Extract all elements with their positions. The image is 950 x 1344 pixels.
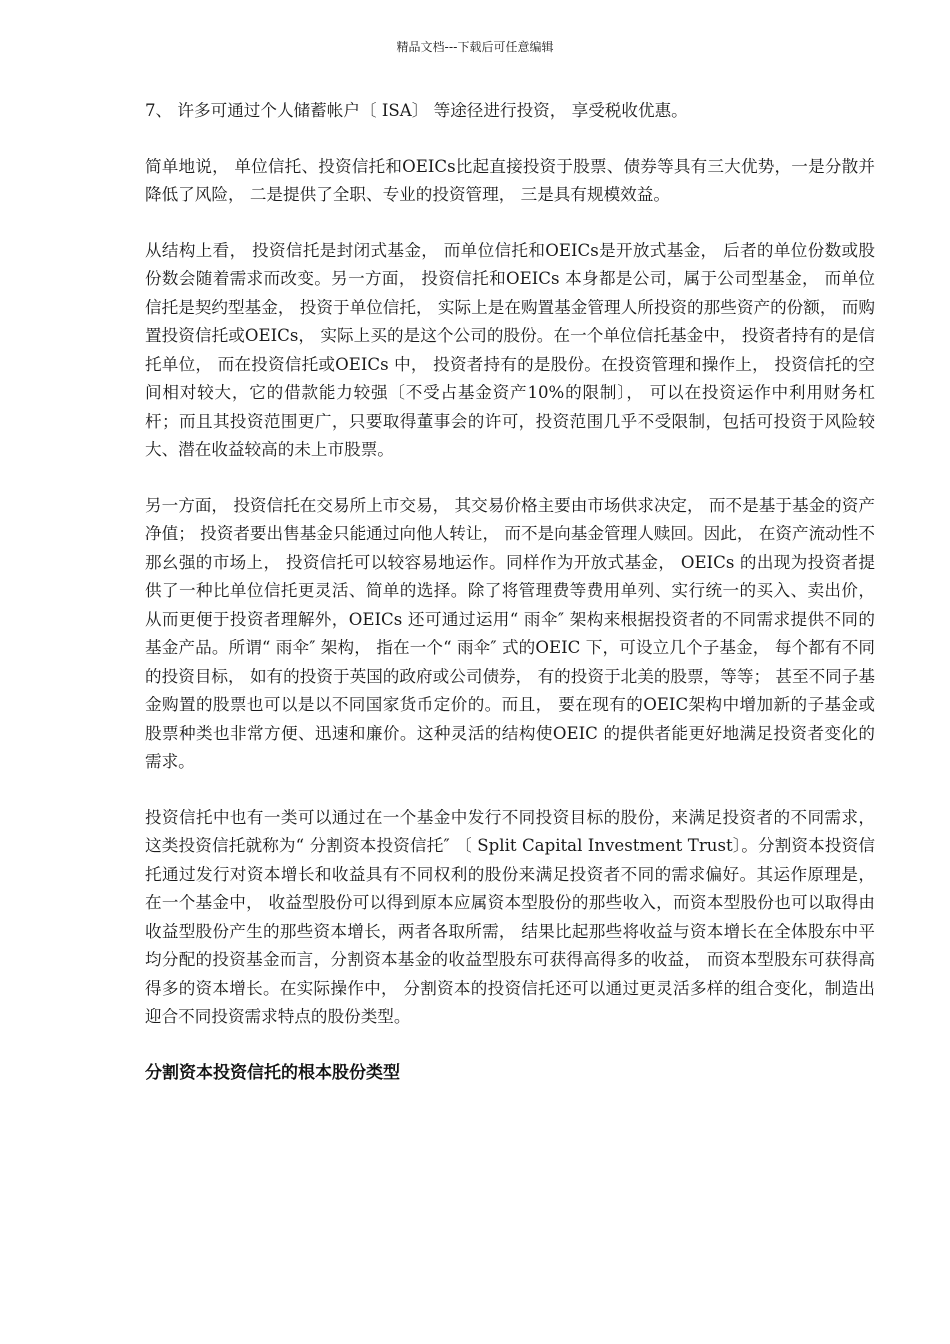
paragraph-isa-item: 7、 许多可通过个人储蓄帐户〔 ISA〕 等途径进行投资， 享受税收优惠。 bbox=[145, 101, 688, 120]
paragraph-advantages: 简单地说， 单位信托、投资信托和OEICs比起直接投资于股票、债券等具有三大优势，一是分散并降低了风险， 二是提供了全职、专业的投资管理， 三是具有规模效益。 bbox=[145, 156, 875, 204]
paragraph-structure: 从结构上看， 投资信托是封闭式基金， 而单位信托和OEICs是开放式基金， 后者的单位份数或股份数会随着需求而改变。另一方面， 投资信托和OEICs 本身都是公司，属于公司型基金， 而单位信托是契约型基金， 投资于单位信托， 实际上是在购置基金管理人所投资的那些资产的份额， 而购置投资信托或OEICs， 实际上买的是这个公司的股份。在一个单位信托基金中， 投资者持有的是信托单位， 而在投资信托或OEICs 中， 投资者持有的是股份。在投资管理和操作上， 投资信托的空间相对较大，它的借款能力较强〔不受占基金资产10%的限制〕， 可以在投资运作中利用财务杠杆；而且其投资范围更广，只要取得董事会的许可，投资范围几乎不受限制，包括可投资于风险较大、潜在收益较高的未上市股票。 bbox=[145, 240, 875, 459]
page-header: 精品文档---下载后可任意编辑 bbox=[396, 40, 554, 54]
paragraph-split-capital: 投资信托中也有一类可以通过在一个基金中发行不同投资目标的股份，来满足投资者的不同需求，这类投资信托就称为“ 分割资本投资信托″ 〔 Split Capital Investment Trust〕。分割资本投资信托通过发行对资本增长和收益具有不同权利的股份来满足投资者不同的需求偏好。其运作原理是， 在一个基金中， 收益型股份可以得到原本应属资本型股份的那些收入，而资本型股份也可以取得由收益型股份产生的那些资本增长，两者各取所需， 结果比起那些将收益与资本增长在全体股东中平均分配的投资基金而言，分割资本基金的收益型股东可获得高得多的收益， 而资本型股东可获得高得多的资本增长。在实际操作中， 分割资本的投资信托还可以通过更灵活多样的组合变化，制造出迎合不同投资需求特点的股份类型。 bbox=[145, 807, 875, 1026]
paragraph-oeics-umbrella: 另一方面， 投资信托在交易所上市交易， 其交易价格主要由市场供求决定， 而不是基于基金的资产净值； 投资者要出售基金只能通过向他人转让， 而不是向基金管理人赎回。因此， 在资产流动性不那幺强的市场上， 投资信托可以较容易地运作。同样作为开放式基金， OEICs 的出现为投资者提供了一种比单位信托更灵活、简单的选择。除了将管理费等费用单列、实行统一的买入、卖出价， 从而更便于投资者理解外，OEICs 还可通过运用“ 雨伞″ 架构来根据投资者的不同需求提供不同的基金产品。所谓“ 雨伞″ 架构， 指在一个“ 雨伞″ 式的OEIC 下，可设立几个子基金， 每个都有不同的投资目标， 如有的投资于英国的政府或公司债券， 有的投资于北美的股票，等等； 甚至不同子基金购置的股票也可以是以不同国家货币定价的。而且， 要在现有的OEIC架构中增加新的子基金或股票种类也非常方便、迅速和廉价。这种灵活的结构使OEIC 的提供者能更好地满足投资者变化的需求。 bbox=[145, 495, 875, 771]
document-body bbox=[145, 97, 875, 1087]
section-heading: 分割资本投资信托的根本股份类型 bbox=[145, 1062, 400, 1083]
